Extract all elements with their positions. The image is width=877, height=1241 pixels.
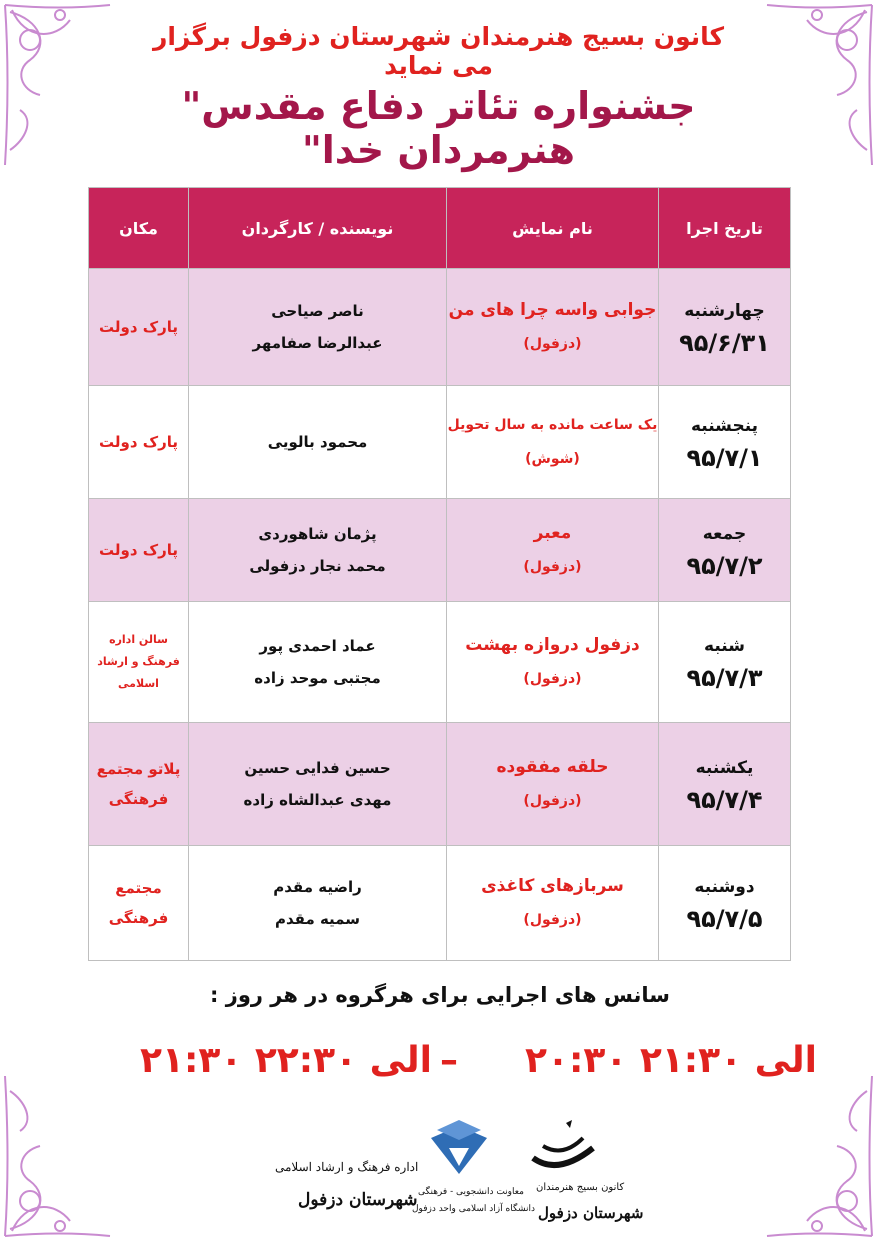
show-title: جوابی واسه چرا های من xyxy=(448,300,657,320)
table-row xyxy=(89,499,791,602)
writer-director-cell xyxy=(189,602,447,723)
show-title: معبر xyxy=(533,523,572,543)
header-date: تاریخ اجرا xyxy=(659,188,791,269)
university-logo-line1: معاونت دانشجویی - فرهنگی xyxy=(418,1187,524,1197)
day-name: یکشنبه xyxy=(695,758,754,778)
session-time-dash: – xyxy=(440,1040,458,1081)
day-name: دوشنبه xyxy=(694,877,755,897)
show-title: یک ساعت مانده به سال تحویل xyxy=(447,417,658,433)
date-value: ۹۵/۷/۲ xyxy=(686,552,763,580)
date-cell xyxy=(659,723,791,846)
venue-cell: سالن اداره فرهنگ و ارشاد اسلامی xyxy=(89,602,189,723)
table-row xyxy=(89,386,791,499)
university-logo-line2: دانشگاه آزاد اسلامی واحد دزفول xyxy=(412,1204,535,1214)
show-cell xyxy=(447,386,659,499)
date-value: ۹۵/۶/۳۱ xyxy=(679,329,770,357)
person-name: عبدالرضا صفامهر xyxy=(252,334,383,352)
writer-director-cell xyxy=(189,499,447,602)
show-cell xyxy=(447,723,659,846)
date-cell xyxy=(659,499,791,602)
show-city: (دزفول) xyxy=(523,336,582,352)
show-city: (شوش) xyxy=(525,451,580,467)
university-logo-icon xyxy=(425,1118,493,1182)
festival-title: جشنواره تئاتر دفاع مقدس" هنرمردان خدا" xyxy=(181,84,696,172)
header-show: نام نمایش xyxy=(447,188,659,269)
kanoon-logo-line2: شهرستان دزفول xyxy=(538,1204,644,1222)
date-value: ۹۵/۷/۳ xyxy=(686,664,763,692)
person-name: پژمان شاهوردی xyxy=(258,525,377,543)
date-cell xyxy=(659,386,791,499)
schedule-table xyxy=(88,187,791,961)
venue-cell: پارک دولت xyxy=(89,499,189,602)
show-title: سربازهای کاغذی xyxy=(481,876,624,896)
person-name: سمیه مقدم xyxy=(275,910,360,928)
corner-ornament-bottom-right xyxy=(757,1071,877,1241)
date-value: ۹۵/۷/۴ xyxy=(686,786,763,814)
venue-cell: پلاتو مجتمع فرهنگی xyxy=(89,723,189,846)
person-name: محمود بالویی xyxy=(267,433,368,451)
show-city: (دزفول) xyxy=(523,912,582,928)
corner-ornament-bottom-left xyxy=(0,1071,120,1241)
day-name: چهارشنبه xyxy=(684,301,765,321)
ershad-logo-line1: اداره فرهنگ و ارشاد اسلامی xyxy=(275,1160,419,1174)
header-writer-director: نویسنده / کارگردان xyxy=(189,188,447,269)
table-row xyxy=(89,269,791,386)
corner-ornament-top-right xyxy=(757,0,877,170)
ershad-logo-line2: شهرستان دزفول xyxy=(298,1190,418,1210)
show-cell xyxy=(447,269,659,386)
person-name: مجتبی موحد زاده xyxy=(254,669,381,687)
corner-ornament-top-left xyxy=(0,0,120,170)
show-city: (دزفول) xyxy=(523,671,582,687)
session-times xyxy=(120,1040,817,1092)
show-city: (دزفول) xyxy=(523,559,582,575)
person-name: حسین فدایی حسین xyxy=(244,759,391,777)
writer-director-cell xyxy=(189,269,447,386)
person-name: محمد نجار دزفولی xyxy=(249,557,386,575)
person-name: مهدی عبدالشاه زاده xyxy=(243,791,392,809)
show-title: حلقه مفقوده xyxy=(496,757,609,777)
day-name: جمعه xyxy=(702,524,747,544)
date-cell xyxy=(659,269,791,386)
session-time-second: ۲۱:۳۰ الی ۲۲:۳۰ xyxy=(140,1040,432,1081)
writer-director-cell xyxy=(189,386,447,499)
person-name: عماد احمدی پور xyxy=(259,637,376,655)
header-venue: مکان xyxy=(89,188,189,269)
show-city: (دزفول) xyxy=(523,793,582,809)
person-name: ناصر صیاحی xyxy=(271,302,364,320)
show-title: دزفول دروازه بهشت xyxy=(465,635,640,655)
show-cell xyxy=(447,602,659,723)
day-name: شنبه xyxy=(704,636,745,656)
writer-director-cell xyxy=(189,723,447,846)
writer-director-cell xyxy=(189,846,447,961)
venue-cell: پارک دولت xyxy=(89,386,189,499)
date-value: ۹۵/۷/۱ xyxy=(686,444,763,472)
kanoon-logo-line1: کانون بسیج هنرمندان xyxy=(536,1182,625,1193)
session-time-first: ۲۰:۳۰ الی ۲۱:۳۰ xyxy=(525,1040,817,1081)
show-cell xyxy=(447,846,659,961)
date-value: ۹۵/۷/۵ xyxy=(686,905,763,933)
date-cell xyxy=(659,602,791,723)
table-header-row xyxy=(89,188,791,269)
day-name: پنجشنبه xyxy=(690,416,759,436)
date-cell xyxy=(659,846,791,961)
kanoon-logo-icon xyxy=(528,1118,598,1180)
table-row xyxy=(89,602,791,723)
table-row xyxy=(89,723,791,846)
person-name: راضیه مقدم xyxy=(273,878,362,896)
venue-cell: مجتمع فرهنگی xyxy=(89,846,189,961)
table-row xyxy=(89,846,791,961)
show-cell xyxy=(447,499,659,602)
venue-cell: پارک دولت xyxy=(89,269,189,386)
organizer-line: کانون بسیج هنرمندان شهرستان دزفول برگزار می نماید xyxy=(152,22,725,80)
sessions-label: سانس های اجرایی برای هرگروه در هر روز : xyxy=(210,983,670,1007)
